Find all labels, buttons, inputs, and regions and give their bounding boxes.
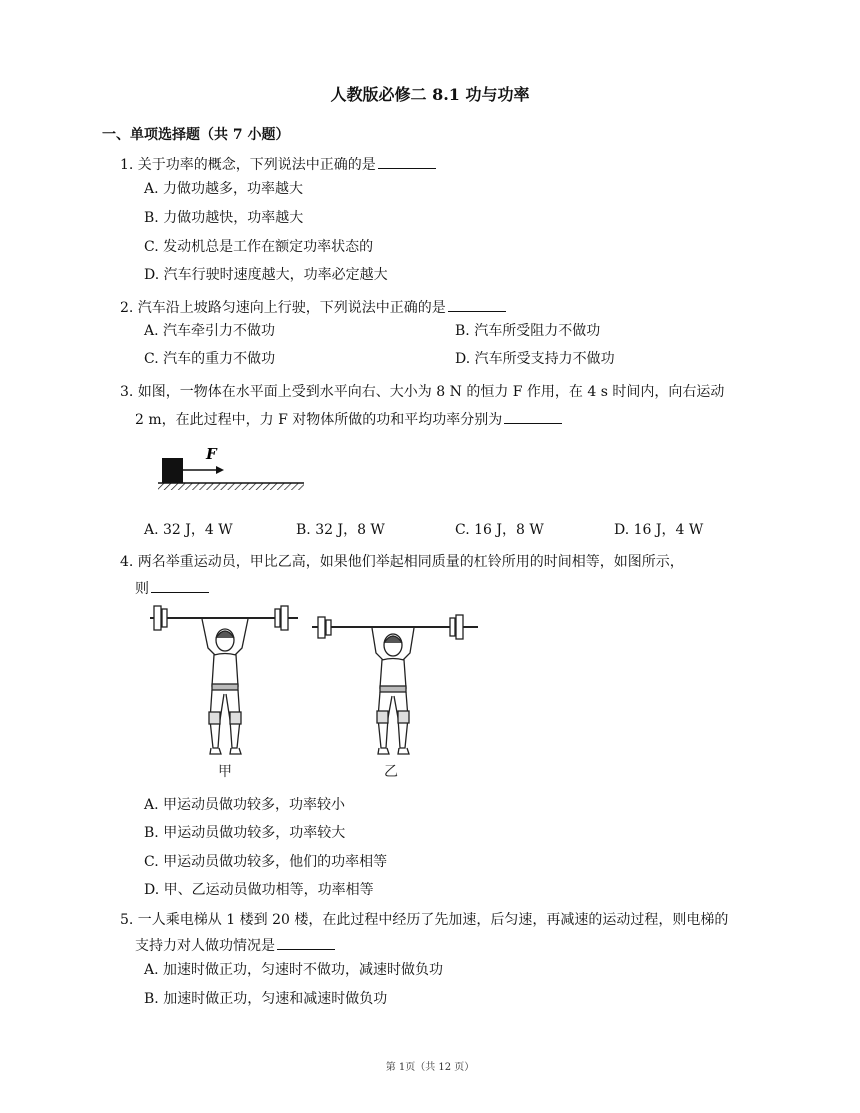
lifter-jia-label: 甲 — [218, 764, 232, 780]
answer-blank — [448, 298, 506, 312]
weight-plate — [154, 606, 161, 630]
question-5-stem-line-2: 支持力对人做功情况是 — [135, 935, 335, 955]
weight-plate — [326, 620, 331, 635]
question-5-option-a: A. 加速时做正功，匀速时不做功，减速时做负功 — [144, 962, 444, 978]
question-2-stem: 2. 汽车沿上坡路匀速向上行驶，下列说法中正确的是 — [120, 297, 506, 317]
question-1-stem: 1. 关于功率的概念，下列说法中正确的是 — [120, 154, 436, 174]
question-2-option-c: C. 汽车的重力不做功 — [144, 351, 276, 367]
question-1-option-b: B. 力做功越快，功率越大 — [144, 210, 304, 226]
weight-plate — [162, 609, 167, 627]
weight-plate — [281, 606, 288, 630]
question-1-option-a: A. 力做功越多，功率越大 — [144, 181, 304, 197]
knee-wrap — [398, 711, 409, 723]
left-arm — [372, 628, 385, 662]
question-3-option-a: A. 32 J，4 W — [144, 522, 233, 538]
force-arrow-head — [216, 466, 224, 474]
question-4-option-b: B. 甲运动员做功较多，功率较大 — [144, 825, 346, 841]
weight-plate — [450, 618, 455, 636]
answer-blank — [151, 579, 209, 593]
lifter-jia — [150, 606, 298, 754]
page-title: 人教版必修二 8.1 功与功率 — [330, 85, 530, 104]
question-5-stem-line-1: 5. 一人乘电梯从 1 楼到 20 楼，在此过程中经历了先加速，后匀速，再减速的运动过程，则电梯的 — [120, 912, 729, 928]
question-3-stem-line-2: 2 m，在此过程中，力 F 对物体所做的功和平均功率分别为 — [135, 409, 562, 429]
question-3-option-d: D. 16 J，4 W — [614, 522, 704, 538]
knee-wrap — [230, 712, 241, 724]
weight-plate — [456, 615, 463, 639]
question-5-option-b: B. 加速时做正功，匀速和减速时做负功 — [144, 991, 388, 1007]
question-4-stem-line-2: 则 — [135, 578, 209, 598]
answer-blank — [277, 936, 335, 950]
weight-plate — [318, 617, 325, 638]
question-4-stem-line-1: 4. 两名举重运动员，甲比乙高，如果他们举起相同质量的杠铃所用的时间相等，如图所示， — [120, 554, 684, 570]
question-3-option-b: B. 32 J，8 W — [296, 522, 385, 538]
weightlifters-figure — [140, 598, 485, 780]
left-foot — [378, 748, 389, 754]
torso — [212, 654, 238, 687]
block — [162, 458, 183, 483]
lifter-yi — [312, 615, 478, 754]
question-1-option-c: C. 发动机总是工作在额定功率状态的 — [144, 239, 374, 255]
answer-blank — [504, 410, 562, 424]
question-2-option-a: A. 汽车牵引力不做功 — [144, 323, 276, 339]
question-3-option-c: C. 16 J，8 W — [455, 522, 544, 538]
weight-plate — [275, 609, 280, 627]
question-3-stem-line-1: 3. 如图，一物体在水平面上受到水平向右、大小为 8 N 的恒力 F 作用，在 4 s 时间内，向右运动 — [120, 384, 725, 400]
question-4-option-d: D. 甲、乙运动员做功相等，功率相等 — [144, 882, 374, 898]
torso — [380, 659, 406, 689]
right-foot — [398, 748, 409, 754]
page-footer: 第 1页（共 12 页） — [385, 1062, 475, 1073]
belt — [380, 686, 406, 692]
ground-hatch — [158, 483, 304, 490]
right-foot — [230, 748, 241, 754]
force-label: F — [206, 445, 217, 463]
answer-blank — [378, 155, 436, 169]
question-1-option-d: D. 汽车行驶时速度越大，功率必定越大 — [144, 267, 388, 283]
knee-wrap — [209, 712, 220, 724]
lifter-yi-label: 乙 — [384, 764, 398, 780]
question-4-option-c: C. 甲运动员做功较多，他们的功率相等 — [144, 854, 388, 870]
question-2-option-d: D. 汽车所受支持力不做功 — [455, 351, 615, 367]
question-4-option-a: A. 甲运动员做功较多，功率较小 — [144, 797, 346, 813]
knee-wrap — [377, 711, 388, 723]
question-2-option-b: B. 汽车所受阻力不做功 — [455, 323, 601, 339]
force-block-diagram — [150, 440, 310, 498]
section-header: 一、单项选择题（共 7 小题） — [102, 127, 290, 143]
right-arm — [401, 628, 414, 662]
belt — [212, 684, 238, 690]
left-foot — [210, 748, 221, 754]
